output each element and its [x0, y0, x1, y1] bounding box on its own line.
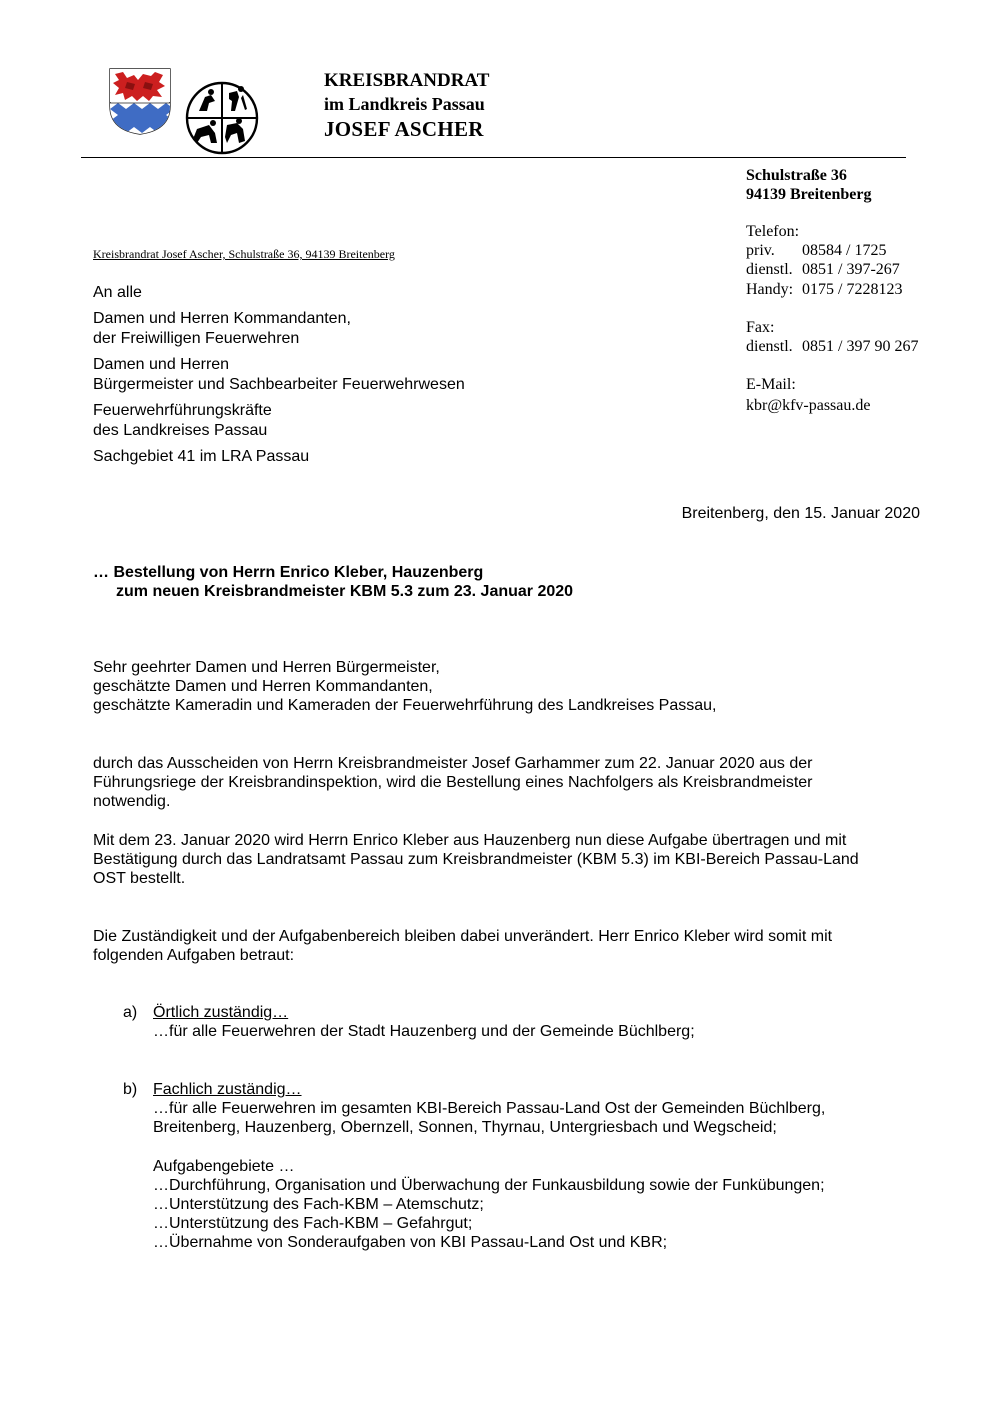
task-item: …Durchführung, Organisation und Überwachung der Funkausbildung sowie der Funkübungen;: [153, 1177, 825, 1194]
task-item: …Unterstützung des Fach-KBM – Gefahrgut;: [153, 1215, 473, 1232]
task-item: …Übernahme von Sonderaufgaben von KBI Passau-Land Ost und KBR;: [153, 1234, 668, 1251]
paragraph-line: notwendig.: [93, 793, 171, 810]
recipient-line: Bürgermeister und Sachbearbeiter Feuerwehrwesen: [93, 376, 465, 393]
district-coat-of-arms: [107, 66, 173, 136]
recipient-line: Sachgebiet 41 im LRA Passau: [93, 448, 310, 465]
paragraph-line: Bestätigung durch das Landratsamt Passau zum Kreisbrandmeister (KBM 5.3) im KBI-Bereich Passau-Land: [93, 851, 859, 868]
paragraph-line: Die Zuständigkeit und der Aufgabenbereich bleiben dabei unverändert. Herr Enrico Kleber wird somit mit: [93, 928, 833, 945]
org-person: JOSEF ASCHER: [324, 117, 484, 141]
list-marker-a: a): [123, 1004, 138, 1021]
contact-street: Schulstraße 36: [746, 167, 847, 184]
list-item-a-title: Örtlich zuständig…: [153, 1004, 289, 1021]
fax-office-label: dienstl.: [746, 338, 793, 355]
contact-city: 94139 Breitenberg: [746, 186, 872, 203]
phone-private-label: priv.: [746, 242, 775, 259]
phone-mobile-label: Handy:: [746, 281, 794, 298]
fire-brigade-emblem: [185, 81, 259, 155]
org-title: KREISBRANDRAT: [324, 70, 490, 91]
sender-address-line: Kreisbrandrat Josef Ascher, Schulstraße 36, 94139 Breitenberg: [93, 247, 395, 261]
salutation-line: geschätzte Kameradin und Kameraden der Feuerwehrführung des Landkreises Passau,: [93, 697, 717, 714]
list-item-b-text: …für alle Feuerwehren im gesamten KBI-Bereich Passau-Land Ost der Gemeinden Büchlberg,: [153, 1100, 826, 1117]
subject-line-1: … Bestellung von Herrn Enrico Kleber, Hauzenberg: [93, 564, 484, 581]
recipient-line: Damen und Herren: [93, 356, 230, 373]
list-item-b-text: Breitenberg, Hauzenberg, Obernzell, Sonnen, Thyrnau, Untergriesbach und Wegscheid;: [153, 1119, 777, 1136]
task-list: [153, 1157, 825, 1252]
salutation-line: Sehr geehrter Damen und Herren Bürgermeister,: [93, 659, 440, 676]
salutation: [93, 658, 913, 715]
letter-date: Breitenberg, den 15. Januar 2020: [681, 505, 920, 522]
header-divider: [81, 157, 906, 158]
body-paragraph-1: [93, 754, 913, 811]
phone-mobile-value: 0175 / 7228123: [802, 281, 903, 298]
paragraph-line: durch das Ausscheiden von Herrn Kreisbrandmeister Josef Garhammer zum 22. Januar 2020 aus der: [93, 755, 813, 772]
salutation-line: geschätzte Damen und Herren Kommandanten,: [93, 678, 433, 695]
phone-label: Telefon:: [746, 223, 800, 240]
body-paragraph-2: [93, 831, 913, 888]
email-label: E-Mail:: [746, 376, 796, 393]
fax-office: [746, 337, 918, 356]
paragraph-line: OST bestellt.: [93, 870, 186, 887]
task-list-title: Aufgabengebiete …: [153, 1158, 295, 1175]
phone-office-value: 0851 / 397-267: [802, 261, 900, 278]
recipient-line: des Landkreises Passau: [93, 422, 268, 439]
list-item-a: [153, 1003, 695, 1041]
phone-private-value: 08584 / 1725: [802, 242, 887, 259]
fax-label: Fax:: [746, 319, 775, 336]
phone-office: [746, 260, 900, 279]
list-item-b-title: Fachlich zuständig…: [153, 1081, 302, 1098]
phone-office-label: dienstl.: [746, 261, 793, 278]
recipient-line: Damen und Herren Kommandanten,: [93, 310, 351, 327]
task-item: …Unterstützung des Fach-KBM – Atemschutz;: [153, 1196, 484, 1213]
email-address: kbr@kfv-passau.de: [746, 397, 871, 414]
list-marker-b: b): [123, 1081, 138, 1098]
body-paragraph-3: [93, 927, 913, 965]
list-item-b: [153, 1080, 825, 1137]
phone-private: [746, 241, 886, 260]
recipient-line: An alle: [93, 284, 142, 301]
paragraph-line: Mit dem 23. Januar 2020 wird Herrn Enrico Kleber aus Hauzenberg nun diese Aufgabe übertragen und mit: [93, 832, 847, 849]
fax-office-value: 0851 / 397 90 267: [802, 338, 919, 355]
recipient-line: der Freiwilligen Feuerwehren: [93, 330, 300, 347]
list-item-a-text: …für alle Feuerwehren der Stadt Hauzenberg und der Gemeinde Büchlberg;: [153, 1023, 695, 1040]
paragraph-line: Führungsriege der Kreisbrandinspektion, wird die Bestellung eines Nachfolgers als Kreisbrandmeister: [93, 774, 813, 791]
letter-subject: [93, 563, 573, 601]
subject-line-2: zum neuen Kreisbrandmeister KBM 5.3 zum 23. Januar 2020: [116, 583, 574, 600]
recipient-line: Feuerwehrführungskräfte: [93, 402, 272, 419]
org-district: im Landkreis Passau: [324, 94, 485, 114]
phone-mobile: [746, 280, 902, 299]
paragraph-line: folgenden Aufgaben betraut:: [93, 947, 295, 964]
